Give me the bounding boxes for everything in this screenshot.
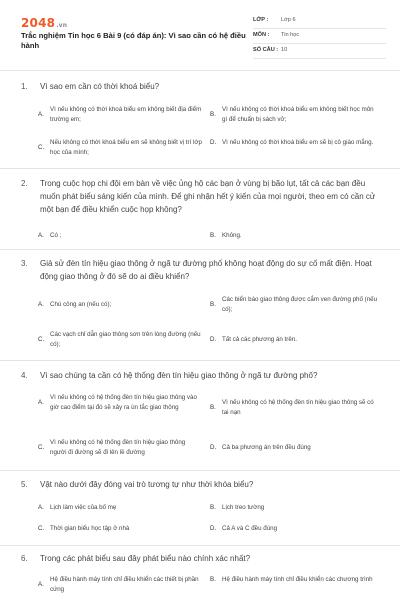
option-letter: D. bbox=[210, 336, 217, 344]
option-text: Cả A và C đều đúng bbox=[222, 525, 278, 532]
question-2 bbox=[21, 177, 386, 240]
question-text bbox=[21, 478, 386, 491]
option-a[interactable] bbox=[38, 575, 203, 594]
option-b[interactable] bbox=[210, 295, 378, 314]
option-text: Các biển báo giao thông được cắm ven đường phố (nếu có); bbox=[222, 296, 378, 313]
meta-row-count bbox=[253, 44, 386, 59]
option-letter: B. bbox=[210, 576, 216, 584]
option-letter: A. bbox=[38, 301, 44, 309]
option-text: Thời gian biểu học tập ở nhà bbox=[50, 525, 130, 532]
option-letter: B. bbox=[210, 404, 216, 411]
option-letter: A. bbox=[38, 581, 44, 588]
quiz-meta bbox=[253, 14, 386, 59]
option-c[interactable] bbox=[38, 438, 203, 457]
option-a[interactable] bbox=[38, 300, 203, 310]
question-3 bbox=[21, 257, 386, 348]
question-6 bbox=[21, 552, 386, 593]
logo-suffix: .vn bbox=[56, 22, 68, 29]
option-letter: C. bbox=[38, 144, 45, 151]
divider bbox=[0, 470, 400, 471]
option-letter: A. bbox=[38, 399, 44, 406]
option-text: Hệ điều hành máy tính chỉ điều khiển các thiết bị phần cứng bbox=[50, 576, 199, 593]
option-a[interactable] bbox=[38, 393, 203, 412]
option-text: Có ; bbox=[50, 232, 62, 239]
option-text: Các vạch chỉ dẫn giao thông sơn trên lòng đường (nếu có); bbox=[50, 331, 201, 348]
question-body: Vật nào dưới đây đóng vai trò tương tự như thời khóa biểu? bbox=[40, 480, 254, 489]
option-text: Cả ba phương án trên đều đúng bbox=[222, 444, 311, 451]
option-letter: B. bbox=[210, 504, 216, 512]
question-body: Vì sao chúng ta cần có hệ thống đèn tín hiệu giao thông ở ngã tư đường phố? bbox=[40, 371, 318, 380]
divider bbox=[0, 70, 400, 71]
divider bbox=[0, 545, 400, 546]
option-letter: D. bbox=[210, 139, 217, 147]
meta-key: MÔN : bbox=[253, 32, 270, 38]
page-header bbox=[0, 0, 400, 70]
meta-row-class bbox=[253, 14, 386, 29]
option-a[interactable] bbox=[38, 105, 203, 124]
logo-text: 2048 bbox=[21, 16, 56, 30]
meta-value: Tin học bbox=[281, 32, 300, 38]
question-number: 1. bbox=[21, 82, 28, 91]
question-number: 2. bbox=[21, 179, 28, 188]
question-text bbox=[21, 80, 386, 93]
option-text: Tất cả các phương án trên. bbox=[222, 336, 297, 343]
question-1 bbox=[21, 80, 386, 156]
option-d[interactable] bbox=[210, 524, 378, 534]
option-letter: B. bbox=[210, 301, 216, 308]
question-number: 6. bbox=[21, 554, 28, 563]
question-5 bbox=[21, 478, 386, 533]
option-d[interactable] bbox=[210, 335, 378, 345]
option-letter: B. bbox=[210, 111, 216, 118]
option-letter: C. bbox=[38, 444, 45, 451]
option-text: Lịch treo tường bbox=[222, 504, 265, 511]
option-letter: C. bbox=[38, 525, 45, 533]
option-text: Không. bbox=[222, 232, 242, 239]
option-text: Vì nếu không có thời khoá biểu em không biết địa điểm trường em; bbox=[50, 106, 202, 123]
question-body: Trong các phát biểu sau đây phát biểu nào chính xác nhất? bbox=[40, 554, 251, 563]
option-text: Vì nếu không có hệ thống đèn tín hiệu giao thông người đi đường sẽ đi lên lề đường bbox=[50, 439, 186, 456]
question-4 bbox=[21, 369, 386, 456]
meta-value: 10 bbox=[281, 47, 288, 53]
option-letter: A. bbox=[38, 232, 44, 240]
option-text: Chú công an (nếu có); bbox=[50, 301, 112, 308]
question-body: Vì sao em cần có thời khoá biểu? bbox=[40, 82, 160, 91]
option-b[interactable] bbox=[210, 105, 378, 124]
option-d[interactable] bbox=[210, 138, 378, 148]
question-text bbox=[21, 552, 386, 565]
option-text: Nếu không có thời khoá biểu em sẽ không biết vị trí lớp học của mình; bbox=[50, 139, 202, 156]
option-c[interactable] bbox=[38, 138, 203, 157]
meta-key: SỐ CÂU : bbox=[253, 47, 279, 53]
option-text: Lịch làm việc của bố mẹ bbox=[50, 504, 117, 511]
option-text: Hệ điều hành máy tính chỉ điều khiển các chương trình bbox=[222, 576, 373, 583]
option-a[interactable] bbox=[38, 503, 203, 513]
page-title: Trắc nghiệm Tin học 6 Bài 9 (có đáp án): Vì sao cần có hệ điều hành bbox=[21, 31, 246, 50]
option-letter: D. bbox=[210, 444, 217, 452]
question-body: Trong cuộc họp chi đội em bàn về việc ủng hộ các bạn ở vùng bị bão lụt, tất cả các bạn đều muốn phát biểu sáng kiến của mình. Để ghi nhận hết ý kiến của mọi người, theo em có cần cử một bạn để điều khiển cuộc họp không? bbox=[40, 179, 376, 214]
meta-row-subject bbox=[253, 29, 386, 44]
question-number: 5. bbox=[21, 480, 28, 489]
meta-value: Lớp 6 bbox=[281, 17, 296, 23]
divider bbox=[0, 168, 400, 169]
option-c[interactable] bbox=[38, 330, 203, 349]
option-c[interactable] bbox=[38, 524, 203, 534]
site-logo[interactable] bbox=[21, 16, 67, 30]
option-b[interactable] bbox=[210, 231, 378, 241]
option-text: Vì nếu không có hệ thống đèn tín hiệu giao thông sẽ có tai nạn bbox=[222, 399, 374, 416]
question-text bbox=[21, 369, 386, 382]
divider bbox=[0, 360, 400, 361]
option-d[interactable] bbox=[210, 443, 378, 453]
option-letter: C. bbox=[38, 336, 45, 343]
divider bbox=[0, 249, 400, 250]
question-number: 3. bbox=[21, 259, 28, 268]
option-letter: D. bbox=[210, 525, 217, 533]
option-b[interactable] bbox=[210, 398, 378, 417]
option-text: Vì nếu không có thời khoá biểu em không biết học môn gì để chuẩn bị sách vở; bbox=[222, 106, 374, 123]
option-letter: B. bbox=[210, 232, 216, 240]
question-body: Giả sử đèn tín hiệu giao thông ở ngã tư đường phố không hoạt động do sự cố mất điện. Hoạt động giao thông ở đó sẽ do ai điều khiển? bbox=[40, 259, 372, 281]
option-a[interactable] bbox=[38, 231, 203, 241]
meta-key: LỚP : bbox=[253, 17, 269, 23]
option-b[interactable] bbox=[210, 575, 378, 585]
question-number: 4. bbox=[21, 371, 28, 380]
question-text bbox=[21, 177, 386, 216]
option-text: Vì nếu không có thời khoá biểu em sẽ bị cô giáo mắng. bbox=[222, 139, 374, 146]
question-text bbox=[21, 257, 386, 283]
option-letter: A. bbox=[38, 504, 44, 512]
option-letter: A. bbox=[38, 111, 44, 118]
option-b[interactable] bbox=[210, 503, 378, 513]
option-text: Vì nếu không có hệ thống đèn tín hiệu giao thông vào giờ cao điểm tại đó sẽ xảy ra ùn tắc giao thông bbox=[50, 394, 197, 411]
